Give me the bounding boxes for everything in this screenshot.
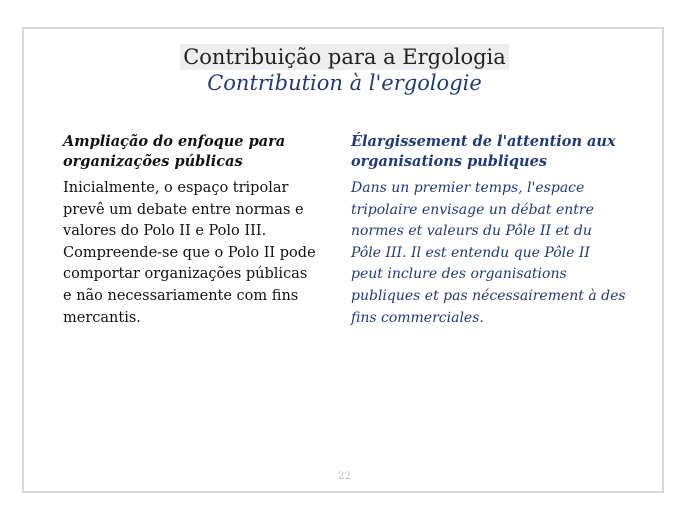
page-number: 22 [338, 471, 351, 482]
right-body: Dans un premier temps, l'espace tripolaire envisage un débat entre normes et valeurs du Pôle II et du Pôle III. Il est entendu que Pôle II peut inclure des organisations publiques et pas nécessairement à des fins commerciales. [351, 180, 626, 326]
title-french: Contribution à l'ergologie [207, 71, 482, 95]
title-portuguese: Contribuição para a Ergologia [180, 44, 509, 70]
slide-title [0, 44, 689, 97]
left-body: Inicialmente, o espaço tripolar prevê um debate entre normas e valores do Polo II e Polo III. Compreende-se que o Polo II pode comportar organizações públicas e não necessariamente com fins mercantis. [63, 180, 316, 326]
right-heading: Élargissement de l'attention aux organisations publiques [351, 133, 616, 170]
right-column-french [351, 132, 626, 329]
left-column-portuguese [63, 132, 318, 329]
left-heading: Ampliação do enfoque para organizações públicas [63, 133, 286, 170]
